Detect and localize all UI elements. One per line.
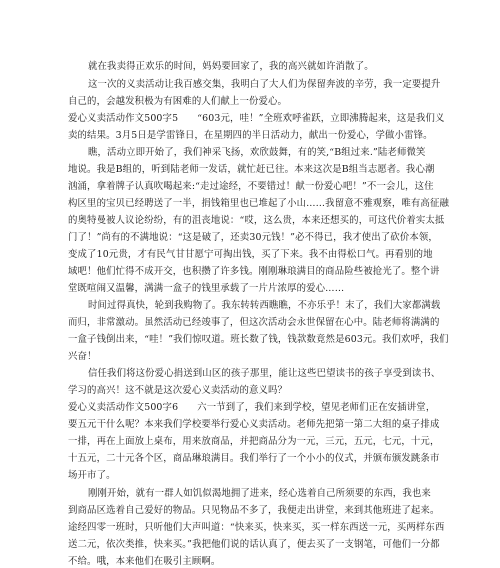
text-line: 就在我卖得正欢乐的时间，妈妈要回家了，我的高兴就如许消散了。 xyxy=(88,61,374,72)
text-line: 学习的高兴！这不就是这次爱心义卖活动的意义吗？ xyxy=(68,385,288,396)
text-line: 构区里的宝贝已经聘送了一半，捐钱箱里也已堆起了小山……我留意不雅观察，唯有高征融 xyxy=(68,198,450,209)
text-line: 一排，再在上面放上桌布，用来放商品，并把商品分为一元，三元，五元，七元，十元， xyxy=(68,436,440,447)
text-line: 时间过得真快，轮到我购物了。我东转转西瞧瞧，不亦乐乎！末了，我们大家都满载 xyxy=(88,300,441,311)
text-line: 域吧！他们忙得不成开交，也积攒了许多钱。刚刚琳琅满目的商品险些被抢光了。整个讲 xyxy=(68,266,440,277)
text-line: 要五元干什么呢？本来我们学校要举行爱心义卖活动。老师先把第一第二大组的桌子排成 xyxy=(68,419,440,430)
text-line: 一盒子钱倒出来，“哇！”我们惊叹道。班长数了钱，钱款数竟然是603元。我们欢呼，我们 xyxy=(68,334,449,345)
text-line: 变成了10元贵，才有民气甘甘愿宁可掏出钱，买了下来。我不由得松口气。再看别的地 xyxy=(68,249,433,260)
text-line: 堂既喧闹又温馨，满满一盒子的钱里承载了一片片浓厚的爱心…… xyxy=(68,283,345,294)
text-line: 场开市了。 xyxy=(68,470,116,481)
text-line: 瞧，活动立即开始了，我们神采飞扬，欢欣鼓舞，有的笑,“B组过来.”陆老师微笑 xyxy=(88,147,426,158)
text-line: 的奥特曼被人议论纷纷，有的沮丧地说：“哎，这么贵，本来还想买的，可这代价着实太抵 xyxy=(68,215,445,226)
text-line: 送二元，依次类推，快来买。”我把他们说的话认真了，便去买了一支钢笔，可他们一分都 xyxy=(68,539,440,550)
text-line: 地说。我是B组的，听到陆老师一发话，就忙赶已往。本来这次是B组当志愿者。我心潮 xyxy=(68,164,435,175)
text-line: 刚刚开始，就有一群人如饥似渴地拥了进来，经心选着自己所须要的东西，我也来 xyxy=(88,488,431,499)
text-line: 门了！”尚有的不满地说：“这是破了，还卖30元钱！”必不得已，我才使出了砍价本领， xyxy=(68,232,438,243)
text-line: 信任我们将这份爱心捐送到山区的孩子那里，能让这些巴望读书的孩子享受到读书、 xyxy=(88,368,441,379)
text-line: 不给。哦，本来他们在吸引主顾啊。 xyxy=(68,556,221,567)
text-line: 到商品区选着自己爱好的物品。只见物品不多了，我便走出讲堂，来到其他班进了起来。 xyxy=(68,505,440,516)
text-line: 而归，非常激动。虽然活动已经竣事了，但这次活动会永世保留在心中。陆老师将满满的 xyxy=(68,317,440,328)
text-line: 途经四零一班时，只听他们大声叫道：“快来买，快来买，买一样东西送一元，买两样东西 xyxy=(68,522,445,533)
text-line: 兴奋！ xyxy=(68,351,97,362)
text-line: 卖的结果。3月5日是学雷锋日，在星期四的半日活动力，献出一份爱心，学做小雷锋。 xyxy=(68,130,433,141)
text-line: 爱心义卖活动作文500字5 “603元，哇！”全班欢呼雀跃，立即沸腾起来，这是我们义 xyxy=(68,113,445,124)
text-line: 自己的，会越发积极为有困难的人们献上一份爱心。 xyxy=(68,96,288,107)
text-line: 十五元，二十元各个区，商品琳琅满目。我们举行了一个小小的仪式，并颁布颁发跳条市 xyxy=(68,453,440,464)
text-line: 汹涌，拿着牌子认真吹喝起来:“走过途经，不要错过！献一份爱心吧！”不一会儿，这住 xyxy=(68,181,434,192)
text-line: 这一次的义卖活动让我百感交集，我明白了大人们为保留奔波的辛劳，我一定要提升 xyxy=(88,79,441,90)
text-line: 爱心义卖活动作文500字6 六一节到了，我们来到学校，望见老师们正在安插讲堂， xyxy=(68,402,436,413)
